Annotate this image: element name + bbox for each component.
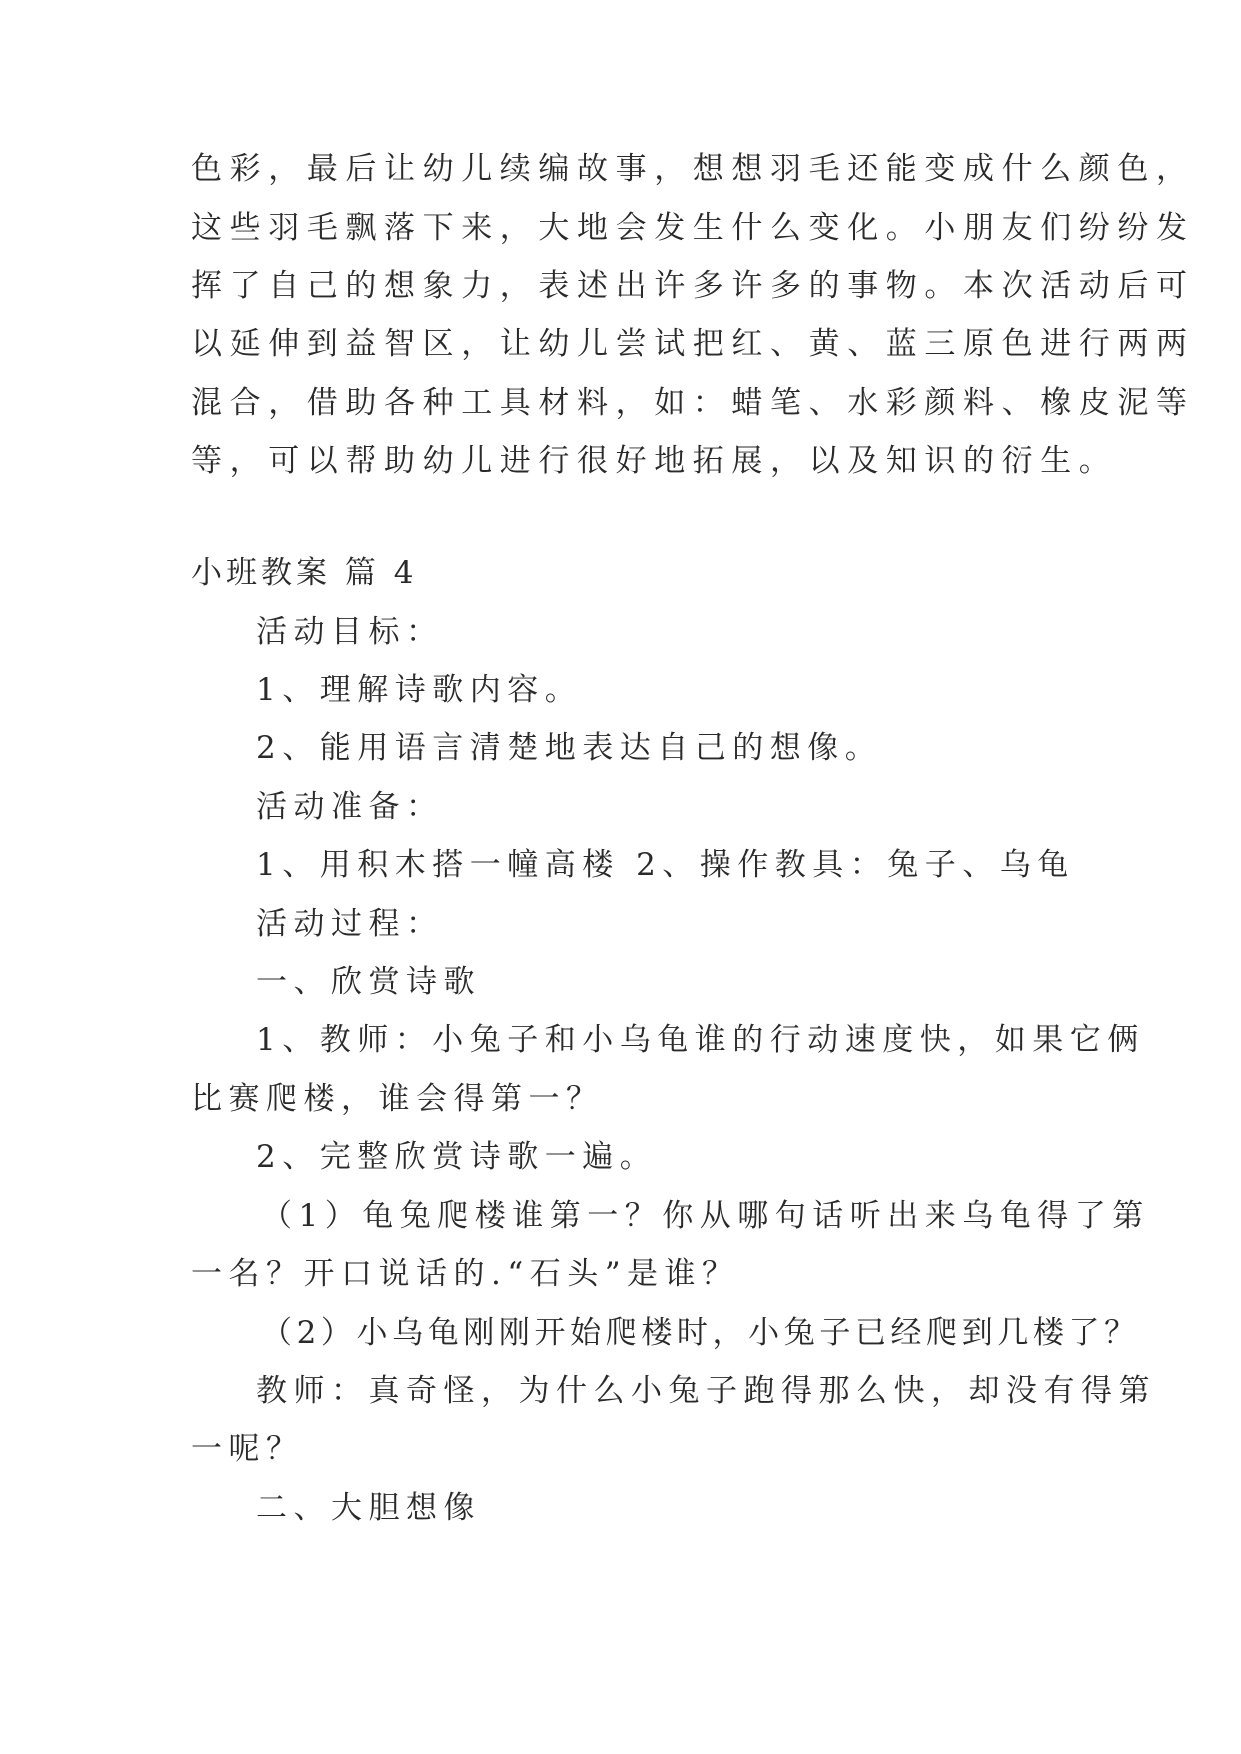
body-line: 一呢？ <box>191 1431 304 1467</box>
body-line: 1、理解诗歌内容。 <box>256 672 583 708</box>
body-line: 二、大胆想像 <box>256 1490 481 1526</box>
body-line: 比赛爬楼，谁会得第一？ <box>191 1081 604 1117</box>
paragraph-line: 等，可以帮助幼儿进行很好地拓展，以及知识的衍生。 <box>191 443 1118 479</box>
body-line: （2）小乌龟刚刚开始爬楼时，小兔子已经爬到几楼了？ <box>261 1315 1140 1351</box>
paragraph-line: 色彩，最后让幼儿续编故事，想想羽毛还能变成什么颜色， <box>191 151 1195 187</box>
paragraph-line: 混合，借助各种工具材料，如：蜡笔、水彩颜料、橡皮泥等 <box>191 385 1195 421</box>
body-line: 活动准备： <box>256 789 444 825</box>
body-line: （1）龟兔爬楼谁第一？你从哪句话听出来乌龟得了第 <box>261 1198 1150 1234</box>
body-line: 2、完整欣赏诗歌一遍。 <box>256 1139 658 1175</box>
paragraph-line: 挥了自己的想象力，表述出许多许多的事物。本次活动后可 <box>191 268 1195 304</box>
body-line: 2、能用语言清楚地表达自己的想像。 <box>256 730 883 766</box>
body-line: 1、教师：小兔子和小乌龟谁的行动速度快，如果它俩 <box>256 1022 1145 1058</box>
body-line: 一名？开口说话的.“石头”是谁？ <box>191 1256 740 1292</box>
body-line: 教师：真奇怪，为什么小兔子跑得那么快，却没有得第 <box>256 1373 1156 1409</box>
body-line: 一、欣赏诗歌 <box>256 964 481 1000</box>
paragraph-line: 以延伸到益智区，让幼儿尝试把红、黄、蓝三原色进行两两 <box>191 326 1195 362</box>
section-heading: 小班教案 篇 4 <box>191 555 418 591</box>
body-line: 活动目标： <box>256 614 444 650</box>
body-line: 活动过程： <box>256 906 444 942</box>
paragraph-line: 这些羽毛飘落下来，大地会发生什么变化。小朋友们纷纷发 <box>191 210 1195 246</box>
body-line: 1、用积木搭一幢高楼 2、操作教具：兔子、乌龟 <box>256 847 1075 883</box>
